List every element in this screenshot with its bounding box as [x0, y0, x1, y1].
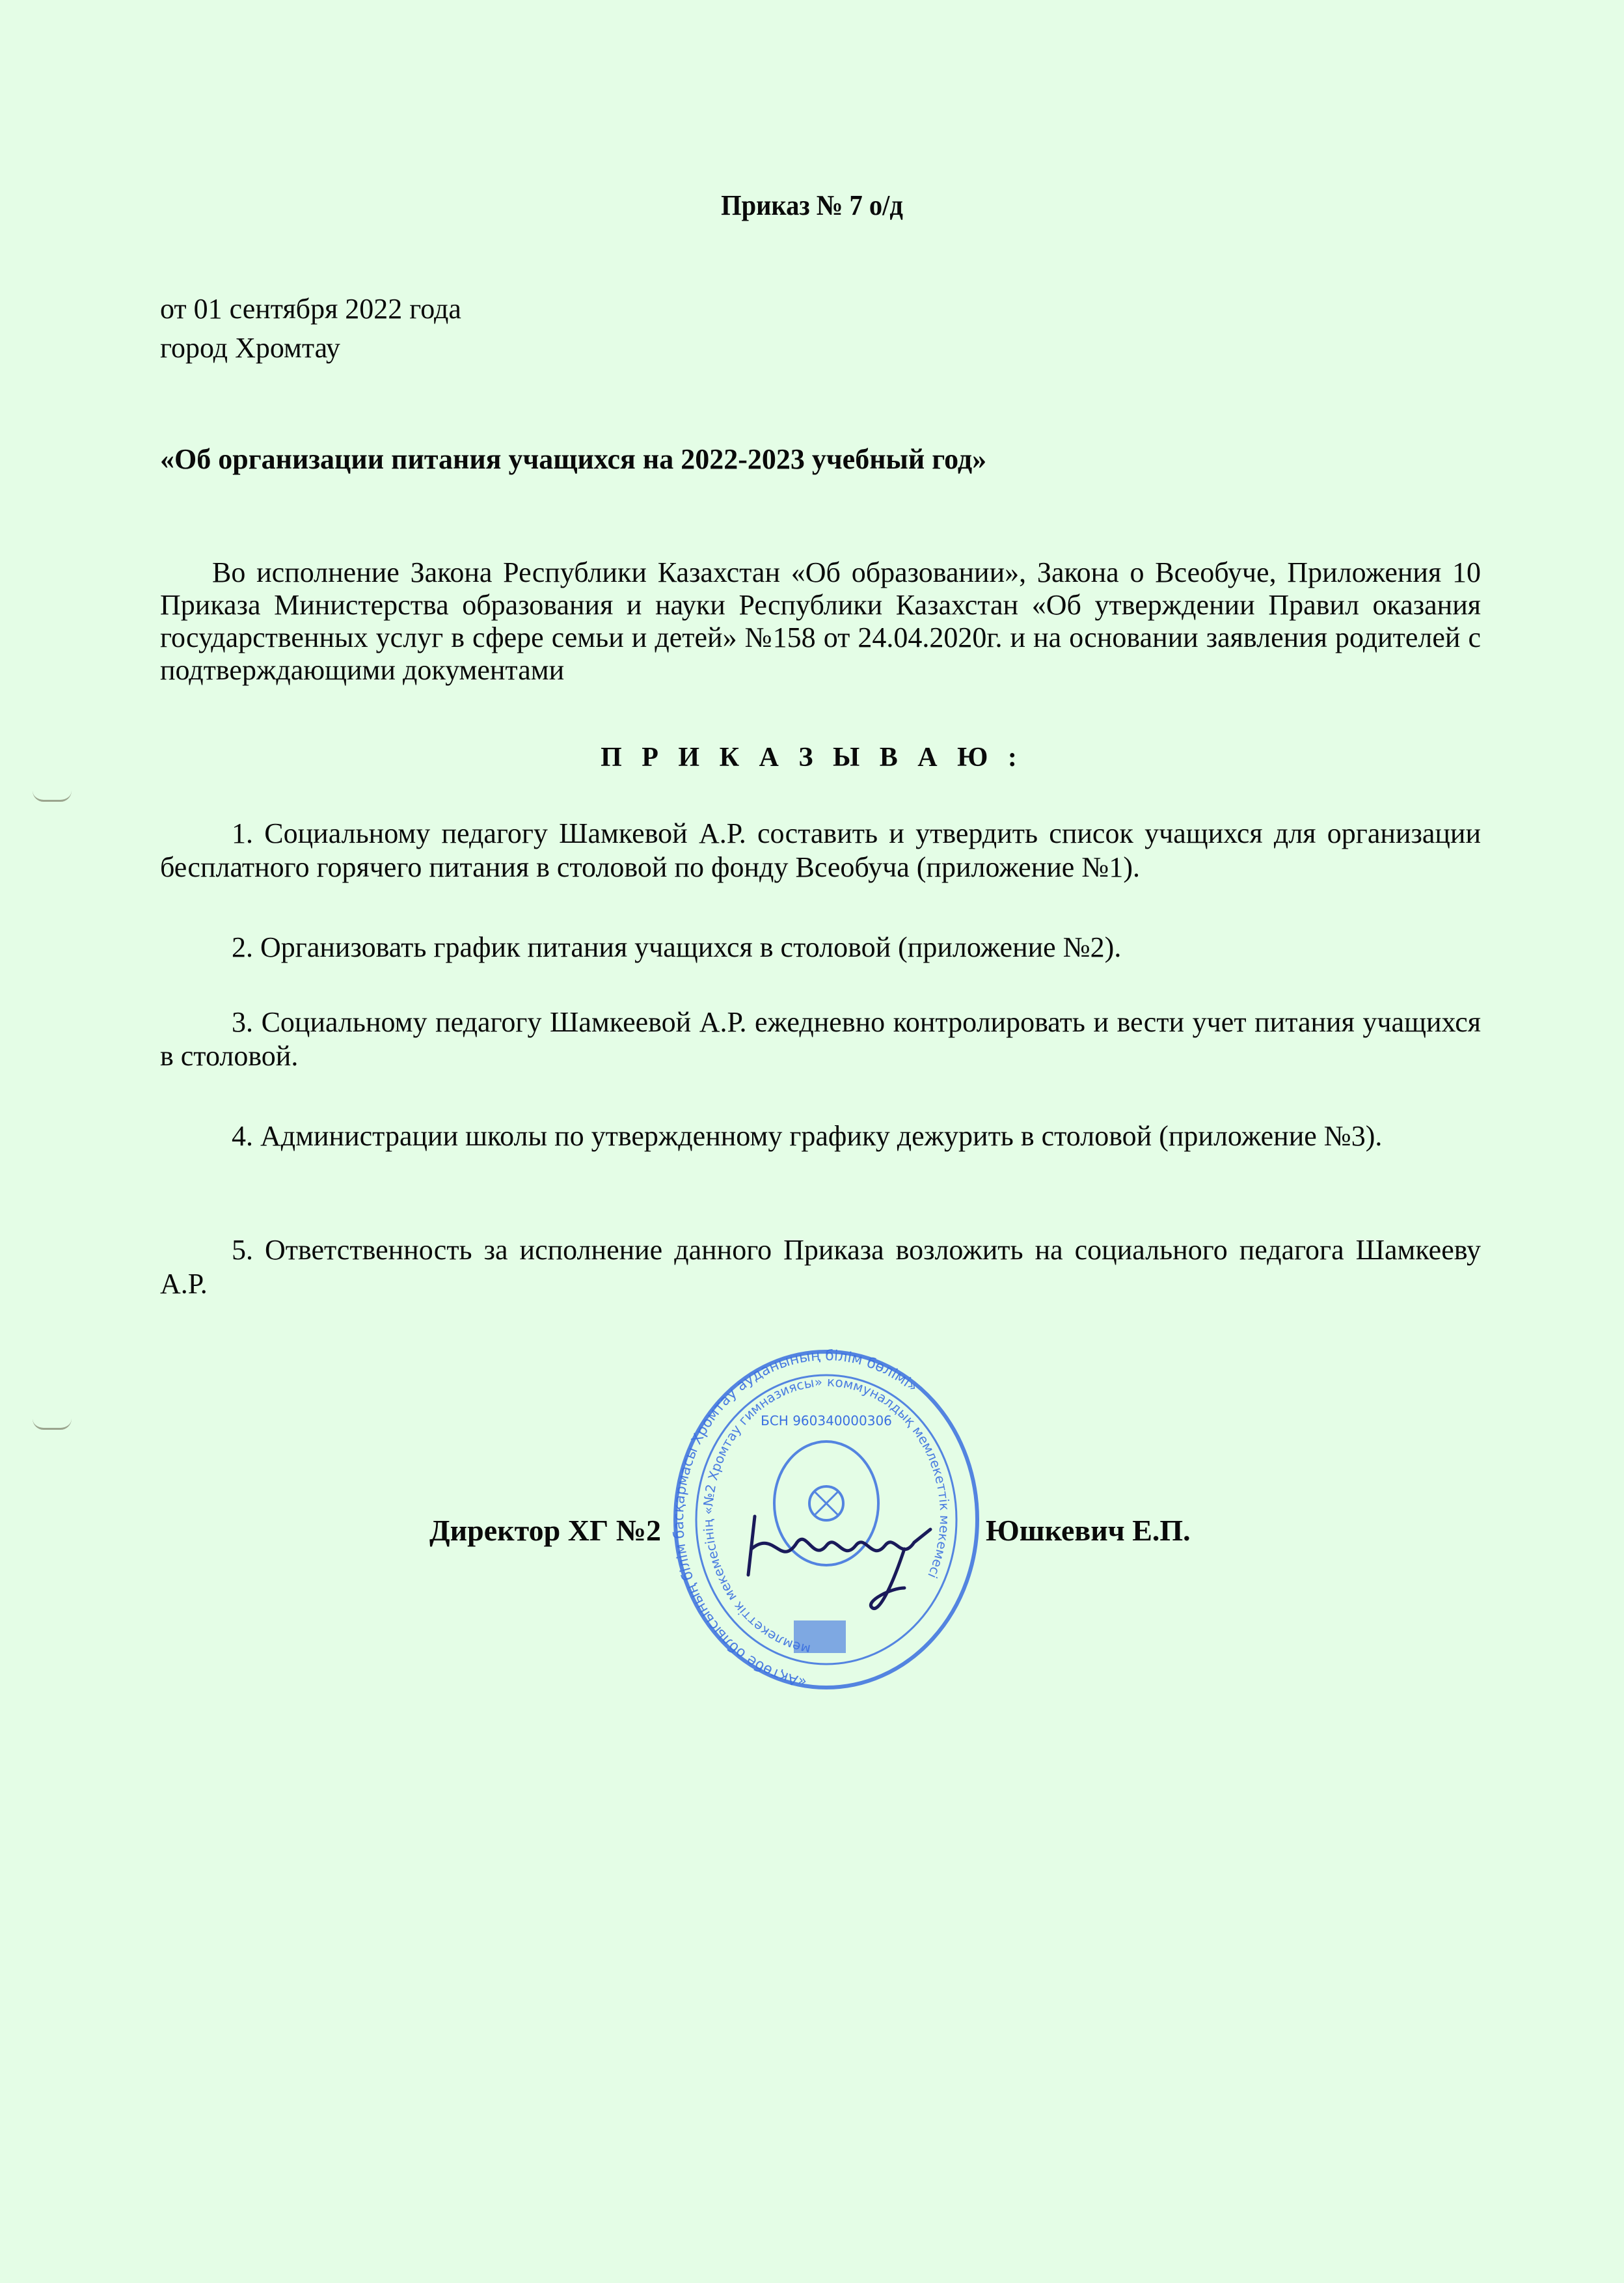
order-subject: «Об организации питания учащихся на 2022-2023 учебный год»: [160, 443, 987, 475]
stamp-outer-text: «Ақтөбе облысының білім басқармасы Хромтау ауданының білім бөлімі»: [670, 1347, 921, 1690]
signatory-position: Директор ХГ №2: [429, 1514, 661, 1547]
order-date: от 01 сентября 2022 года: [160, 293, 461, 325]
order-title: Приказ № 7 о/д: [721, 189, 903, 221]
order-preamble: Во исполнение Закона Республики Казахстан «Об образовании», Закона о Всеобуче, Приложения 10 Приказа Министерства образования и науки Республики Казахстан «Об утверждении Правил оказания государственных услуг в сфере семьи и детей» №158 от 24.04.2020г. и на основании заявления родителей с подтверждающими документами: [160, 556, 1481, 686]
order-item: 3. Социальному педагогу Шамкеевой А.Р. ежедневно контролировать и вести учет питания учащихся в столовой.: [160, 1006, 1481, 1072]
order-item: 2. Организовать график питания учащихся в столовой (приложение №2).: [232, 931, 1122, 963]
signatory-name: Юшкевич Е.П.: [986, 1514, 1191, 1547]
order-item: 5. Ответственность за исполнение данного Приказа возложить на социального педагога Шамкееву А.Р.: [160, 1234, 1481, 1300]
order-item: 4. Администрации школы по утвержденному графику дежурить в столовой (приложение №3).: [232, 1120, 1383, 1152]
handwritten-signature-icon: [735, 1490, 950, 1620]
order-meta: [160, 290, 461, 368]
stamp-inner-text: мемлекеттік мекемесінің «№2 Хромтау гимназиясы» коммуналдық мемлекеттік мекемесі: [699, 1373, 953, 1658]
stamp-bin: БСН 960340000306: [761, 1413, 892, 1429]
order-directive-heading: П Р И К А З Ы В А Ю :: [601, 743, 1023, 772]
order-city: город Хромтау: [160, 332, 340, 364]
scan-hole-mark: [33, 1419, 72, 1430]
order-item: 1. Социальному педагогу Шамкевой А.Р. составить и утвердить список учащихся для организации бесплатного горячего питания в столовой по фонду Всеобуча (приложение №1).: [160, 817, 1481, 883]
scan-hole-mark: [33, 791, 72, 802]
